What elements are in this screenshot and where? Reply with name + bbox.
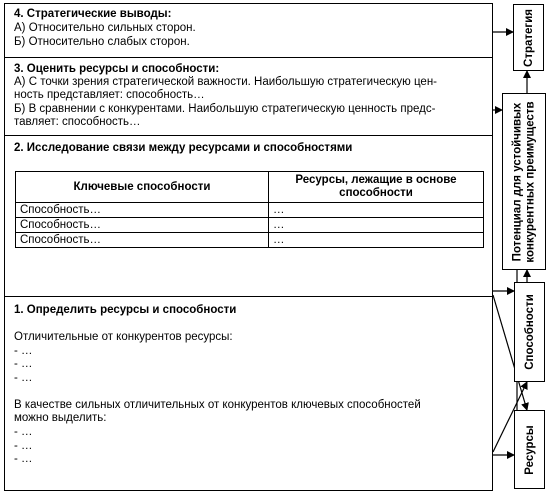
section-3-line-3: Б) В сравнении с конкурентами. Наибольшую стратегическую ценность предс- [14,103,436,115]
list-item: - … [14,426,33,438]
capabilities-label-line-1: В качестве сильных отличительных от конкурентов ключевых способностей [14,399,421,411]
capabilities-label-line-2: можно выделить: [14,412,107,424]
list-item: - … [14,453,33,465]
resources-label: Отличительные от конкурентов ресурсы: [14,331,233,343]
section-3-line-1: А) С точки зрения стратегической важности. Наибольшую стратегическую цен- [14,76,438,88]
strategy-box [513,4,544,71]
capabilities-box [514,282,545,382]
table-cell: Способность… [16,203,269,218]
section-4-line-b: Б) Относительно слабых сторон. [14,36,190,48]
list-item: - … [14,345,33,357]
table-cell: Способность… [16,233,269,248]
section-4-title: 4. Стратегические выводы: [14,8,172,20]
potential-box [502,93,546,270]
section-2-title: 2. Исследование связи между ресурсами и способностями [14,142,353,154]
table-header-resources: Ресурсы, лежащие в основе способности [269,172,484,203]
table-header-capabilities: Ключевые способности [16,172,269,203]
table-cell: Способность… [16,218,269,233]
potential-label-line-2: конкурентных преимуществ [524,100,536,263]
strategy-label: Стратегия [522,8,535,67]
potential-label-line-1: Потенциал для устойчивых [511,102,524,261]
list-item: - … [14,358,33,370]
table-cell: … [269,203,484,218]
table-cell: … [269,233,484,248]
section-4-line-a: А) Относительно сильных сторон. [14,22,196,34]
resources-box [514,410,545,489]
section-3-line-2: ность представляет: способность… [14,89,205,101]
list-item: - … [14,372,33,384]
section-3-line-4: тавляет: способность… [14,116,141,128]
section-1-title: 1. Определить ресурсы и способности [14,304,237,316]
resources-side-label: Ресурсы [523,424,536,475]
capabilities-label: Способности [523,294,536,370]
table-cell: … [269,218,484,233]
section-3-title: 3. Оценить ресурсы и способности: [14,63,220,75]
potential-label [512,101,537,262]
list-item: - … [14,440,33,452]
